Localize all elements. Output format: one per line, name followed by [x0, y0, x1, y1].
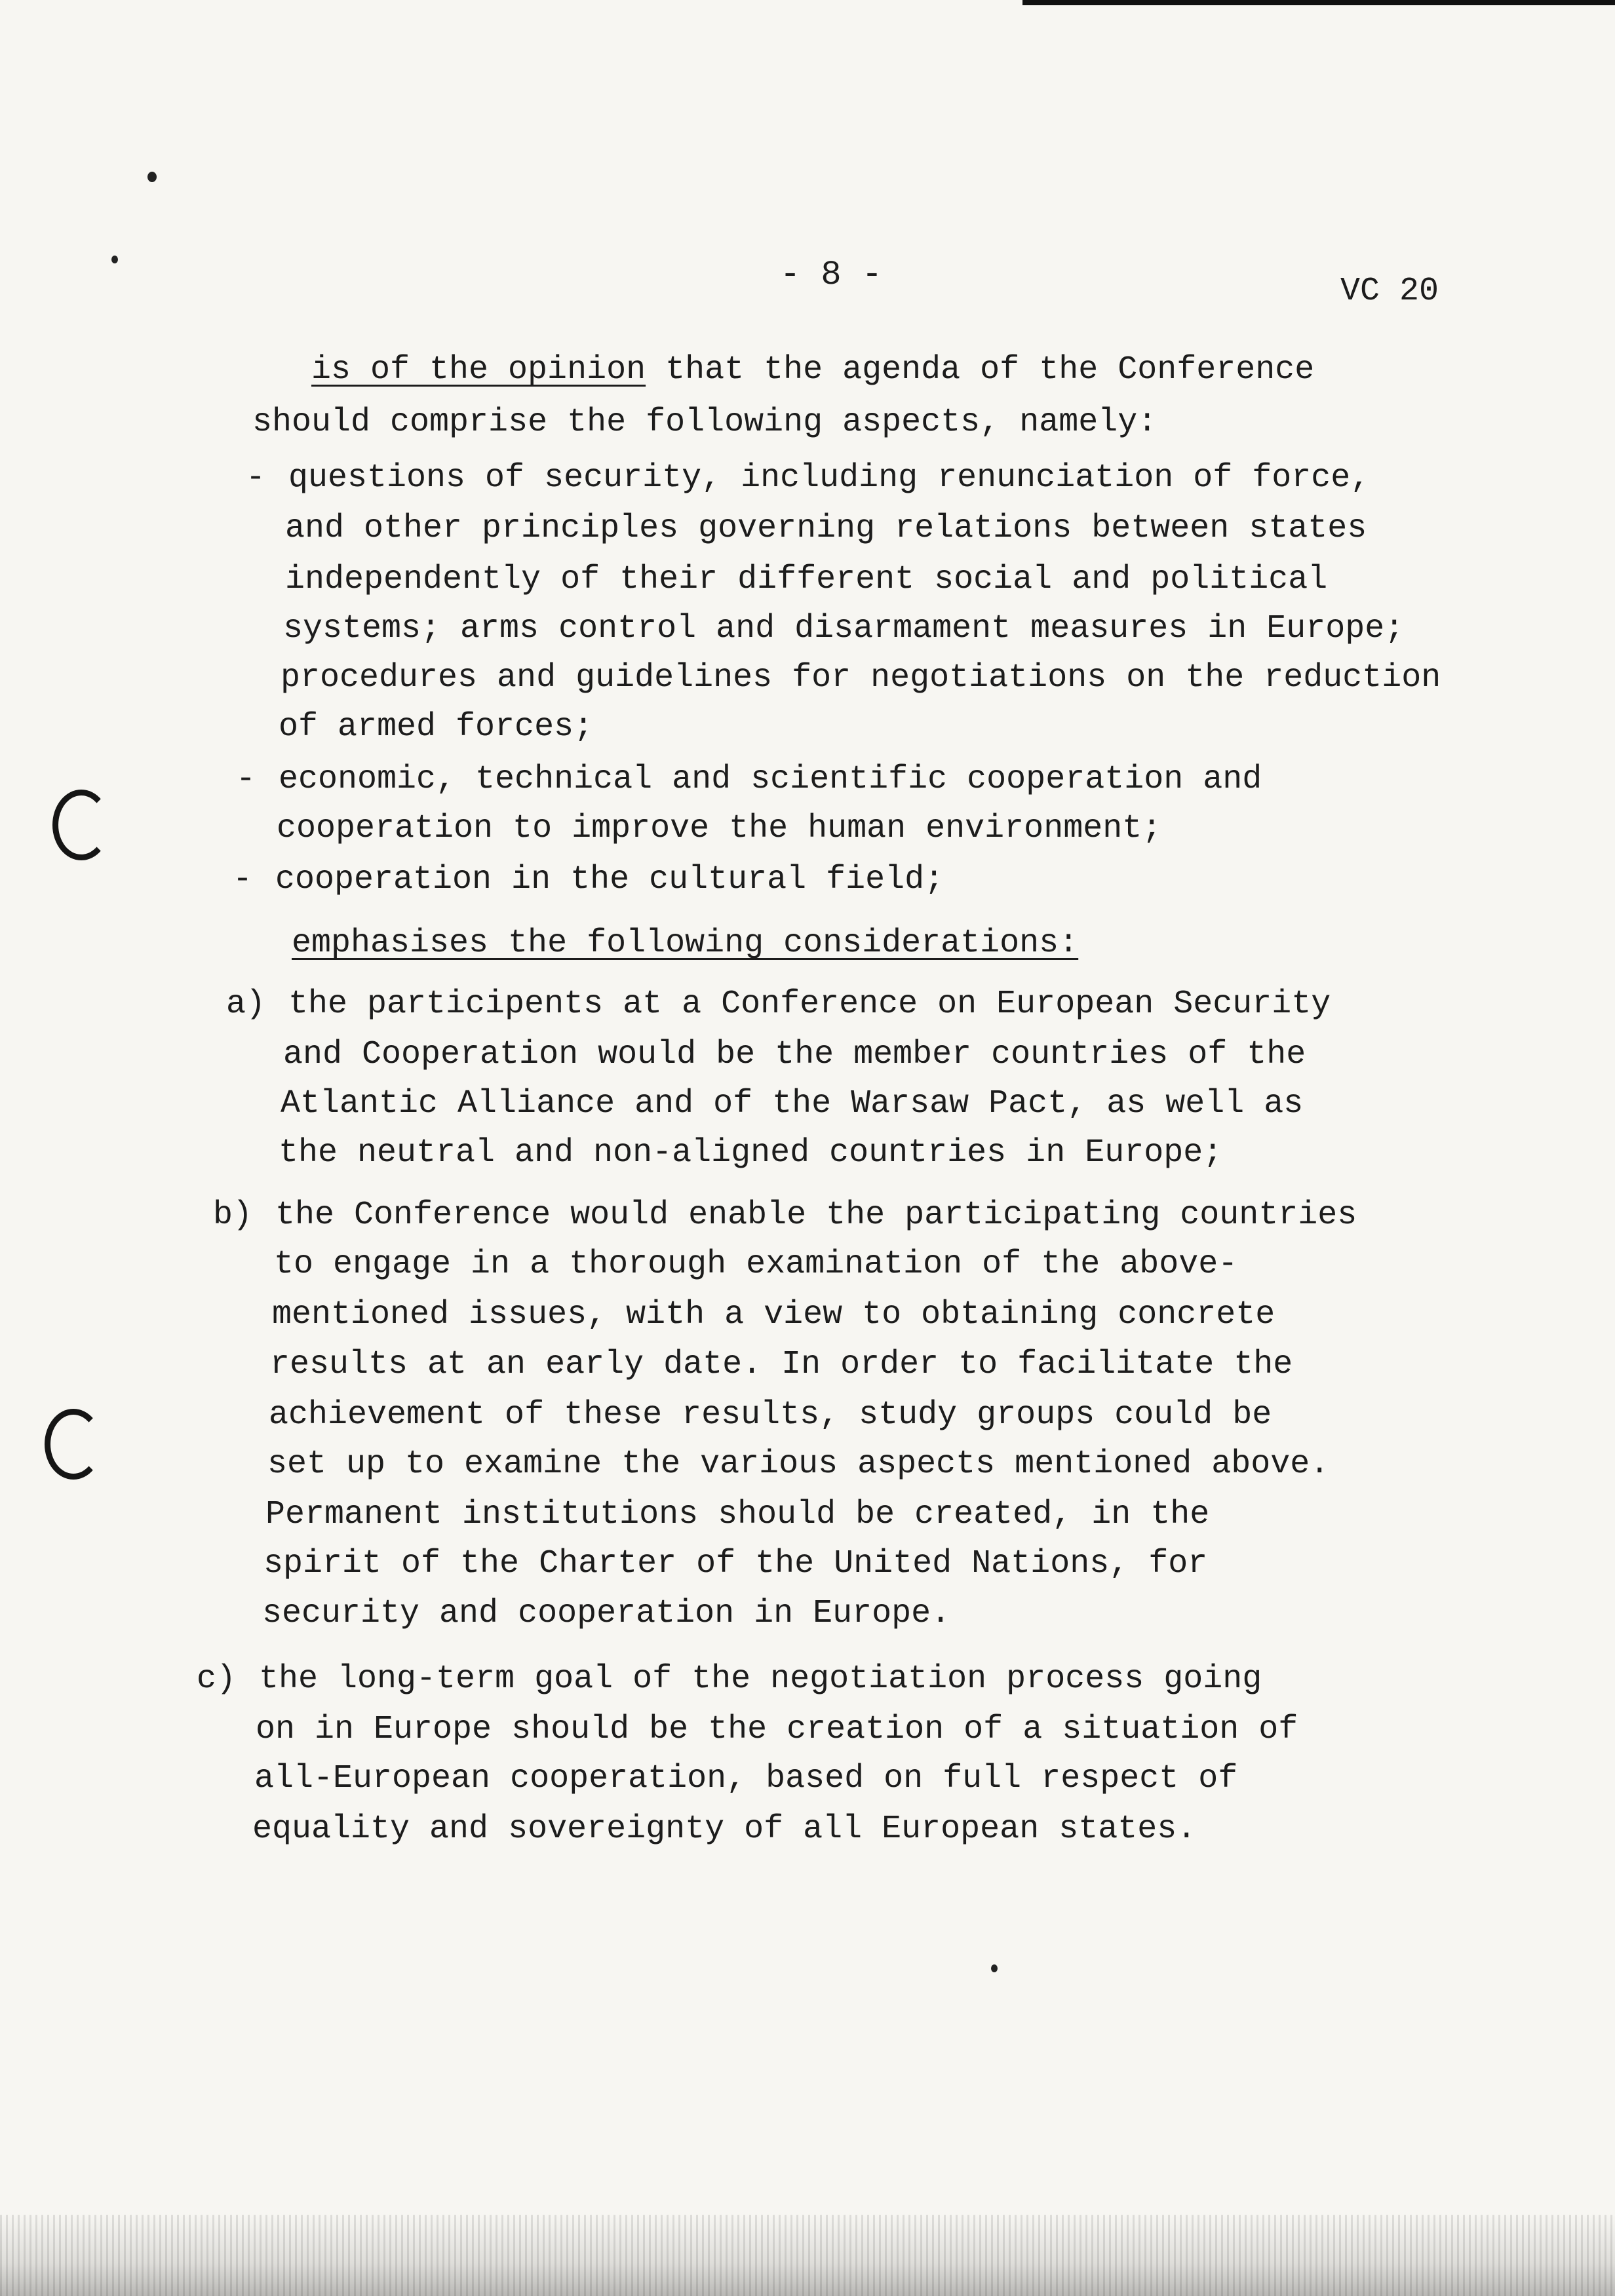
- consideration-line: the Conference would enable the participating countries: [275, 1196, 1357, 1234]
- consideration-line: and Cooperation would be the member countries of the: [283, 1036, 1306, 1073]
- aspect-line: cooperation to improve the human environment;: [277, 810, 1162, 847]
- punch-hole-mark: [52, 790, 110, 860]
- consideration-marker: a): [226, 985, 266, 1023]
- consideration-line: the participents at a Conference on European Security: [288, 985, 1331, 1023]
- aspect-line: questions of security, including renunciation of force,: [288, 459, 1371, 497]
- ink-speck: [111, 256, 118, 263]
- ink-speck: [991, 1964, 998, 1972]
- document-reference: VC 20: [1340, 273, 1439, 310]
- consideration-marker: c): [197, 1660, 237, 1698]
- aspect-marker: -: [246, 459, 266, 497]
- consideration-line: Atlantic Alliance and of the Warsaw Pact, as well as: [281, 1085, 1304, 1122]
- consideration-line: Permanent institutions should be created, in the: [265, 1496, 1210, 1533]
- consideration-line: spirit of the Charter of the United Nations, for: [263, 1545, 1208, 1582]
- consideration-line: to engage in a thorough examination of the above-: [274, 1246, 1238, 1283]
- aspect-line: economic, technical and scientific cooperation and: [279, 761, 1262, 798]
- aspect-line: independently of their different social and political: [285, 561, 1328, 598]
- considerations-heading: emphasises the following considerations:: [292, 925, 1079, 962]
- top-edge-rule: [1022, 0, 1615, 5]
- intro-phrase: is of the opinion: [311, 351, 646, 389]
- aspect-marker: -: [233, 861, 253, 898]
- scan-noise-strip: [0, 2215, 1615, 2296]
- consideration-line: results at an early date. In order to facilitate the: [270, 1346, 1293, 1383]
- intro-line-2: should comprise the following aspects, namely:: [252, 404, 1158, 441]
- page-number: - 8 -: [780, 256, 883, 294]
- consideration-line: all-European cooperation, based on full respect of: [254, 1760, 1238, 1797]
- consideration-line: on in Europe should be the creation of a situation of: [256, 1711, 1298, 1748]
- consideration-line: security and cooperation in Europe.: [262, 1595, 951, 1632]
- punch-hole-mark: [45, 1409, 102, 1480]
- aspect-line: cooperation in the cultural field;: [275, 861, 944, 898]
- aspect-line: systems; arms control and disarmament measures in Europe;: [283, 610, 1405, 647]
- ink-speck: [147, 172, 157, 182]
- aspect-line: and other principles governing relations between states: [285, 510, 1367, 547]
- intro-line-1: [311, 351, 1315, 389]
- consideration-line: set up to examine the various aspects mentioned above.: [267, 1445, 1330, 1483]
- consideration-line: the long-term goal of the negotiation process going: [259, 1660, 1262, 1698]
- aspect-marker: -: [236, 761, 256, 798]
- consideration-line: the neutral and non-aligned countries in Europe;: [279, 1134, 1223, 1172]
- consideration-line: equality and sovereignty of all European states.: [252, 1810, 1197, 1848]
- intro-line-1-rest: that the agenda of the Conference: [646, 351, 1315, 389]
- aspect-line: of armed forces;: [279, 708, 594, 746]
- consideration-marker: b): [213, 1196, 253, 1234]
- consideration-line: achievement of these results, study groups could be: [269, 1396, 1272, 1434]
- consideration-line: mentioned issues, with a view to obtaining concrete: [272, 1296, 1275, 1333]
- aspect-line: procedures and guidelines for negotiations on the reduction: [281, 659, 1441, 697]
